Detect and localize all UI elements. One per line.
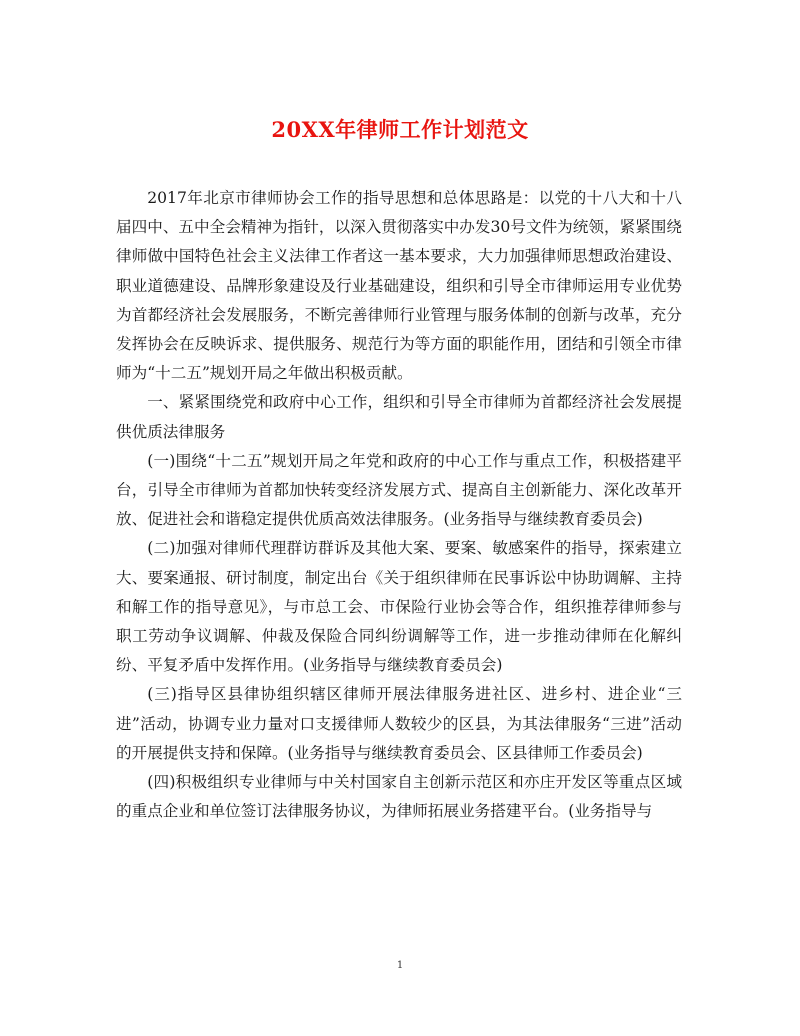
- paragraph-item-3: (三)指导区县律协组织辖区律师开展法律服务进社区、进乡村、进企业“三进”活动，协调专业力量对口支援律师人数较少的区县，为其法律服务“三进”活动的开展提供支持和保障。(业务指导与继续教育委员会、区县律师工作委员会): [116, 685, 682, 762]
- document-title: 20XX年律师工作计划范文: [271, 117, 529, 142]
- document-body: [116, 184, 682, 826]
- paragraph-item-2: (二)加强对律师代理群访群诉及其他大案、要案、敏感案件的指导，探索建立大、要案通报、研讨制度，制定出台《关于组织律师在民事诉讼中协助调解、主持和解工作的指导意见》，与市总工会、市保险行业协会等合作，组织推荐律师参与职工劳动争议调解、仲裁及保险合同纠纷调解等工作，进一步推动律师在化解纠纷、平复矛盾中发挥作用。(业务指导与继续教育委员会): [116, 539, 682, 675]
- paragraph-item-1: (一)围绕“十二五”规划开局之年党和政府的中心工作与重点工作，积极搭建平台，引导全市律师为首都加快转变经济发展方式、提高自主创新能力、深化改革开放、促进社会和谐稳定提供优质高效法律服务。(业务指导与继续教育委员会): [116, 451, 682, 529]
- paragraph-item-4: (四)积极组织专业律师与中关村国家自主创新示范区和亦庄开发区等重点区域的重点企业和单位签订法律服务协议，为律师拓展业务搭建平台。(业务指导与: [116, 773, 682, 821]
- paragraph-intro: 2017年北京市律师协会工作的指导思想和总体思路是：以党的十八大和十八届四中、五中全会精神为指针，以深入贯彻落实中办发30号文件为统领，紧紧围绕律师做中国特色社会主义法律工作者这一基本要求，大力加强律师思想政治建设、职业道德建设、品牌形象建设及行业基础建设，组织和引导全市律师运用专业优势为首都经济社会发展服务，不断完善律师行业管理与服务体制的创新与改革，充分发挥协会在反映诉求、提供服务、规范行为等方面的职能作用，团结和引领全市律师为“十二五”规划开局之年做出积极贡献。: [116, 189, 682, 383]
- paragraph-section-1-heading: 一、紧紧围绕党和政府中心工作，组织和引导全市律师为首都经济社会发展提供优质法律服务: [116, 393, 682, 441]
- page-number: 1: [396, 960, 404, 971]
